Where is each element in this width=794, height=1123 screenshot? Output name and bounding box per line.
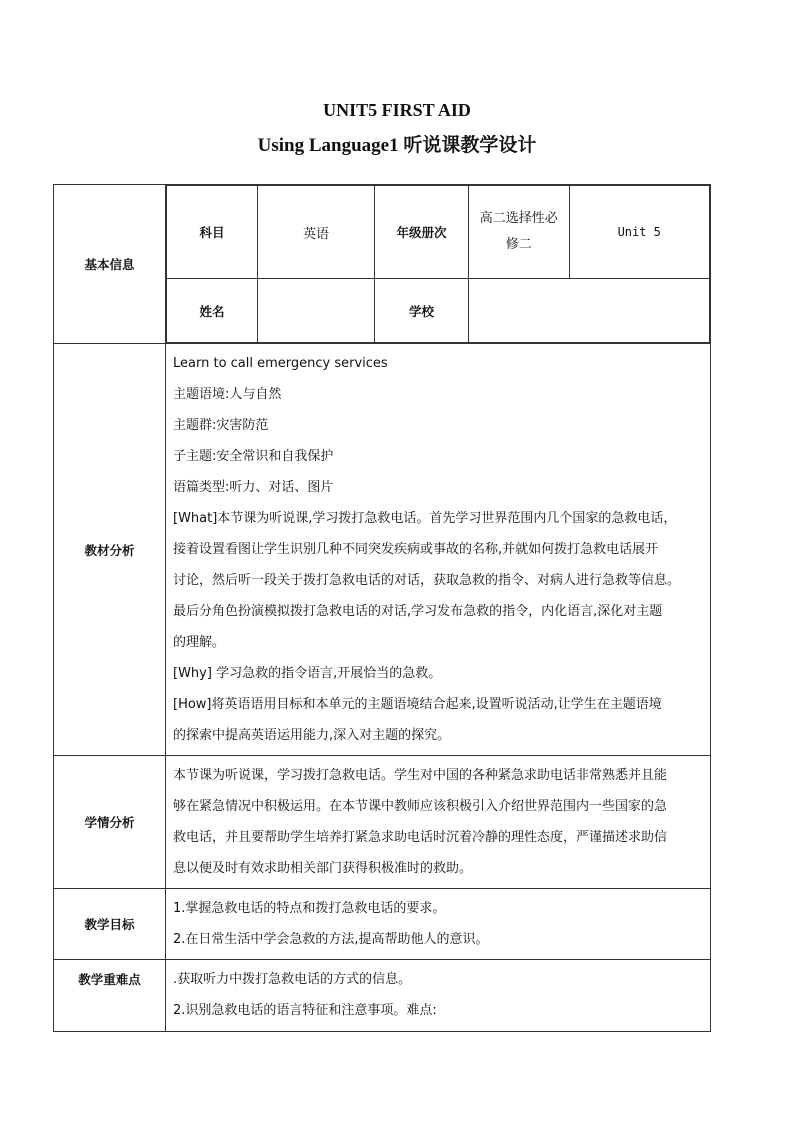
text-line: .获取听力中拨打急救电话的方式的信息。 xyxy=(173,972,412,987)
text-line: [How]将英语语用目标和本单元的主题语境结合起来,设置听说活动,让学生在主题语境 xyxy=(173,697,662,712)
document-title: UNIT5 FIRST AID xyxy=(323,100,471,120)
text-line: Learn to call emergency services xyxy=(173,356,388,371)
objectives-content xyxy=(166,889,711,960)
text-line: 1.掌握急救电话的特点和拨打急救电话的要求。 xyxy=(173,901,446,916)
grade-value-line1: 高二选择性必 xyxy=(479,211,558,226)
objectives-label: 教学目标 xyxy=(54,889,166,960)
text-line: [What]本节课为听说课,学习拨打急救电话。首先学习世界范围内几个国家的急救电话， xyxy=(173,511,677,526)
text-line: 的理解。 xyxy=(173,635,226,650)
text-line: 的探索中提高英语运用能力,深入对主题的探究。 xyxy=(173,728,451,743)
name-label: 姓名 xyxy=(167,279,258,343)
grade-value xyxy=(469,186,569,278)
text-line: 接着设置看图让学生识别几种不同突发疾病或事故的名称,并就如何拨打急救电话展开 xyxy=(173,542,659,557)
text-line: 子主题:安全常识和自我保护 xyxy=(173,449,334,464)
basic-info-grid xyxy=(166,185,710,343)
grade-label: 年级册次 xyxy=(375,186,469,279)
text-line: 2.在日常生活中学会急救的方法,提高帮助他人的意识。 xyxy=(173,932,489,947)
grade-unit-cell xyxy=(469,186,709,278)
text-line: 主题群:灾害防范 xyxy=(173,418,269,433)
key-points-label: 教学重难点 xyxy=(54,960,166,1032)
text-line: 够在紧急情况中积极运用。在本节课中教师应该积极引入介绍世界范围内一些国家的急 xyxy=(173,799,668,814)
text-line: 语篇类型:听力、对话、图片 xyxy=(173,480,334,495)
text-line: 救电话，并且要帮助学生培养打紧急求助电话时沉着冷静的理性态度，严谨描述求助信 xyxy=(173,830,668,845)
text-line: 息以便及时有效求助相关部门获得积极准时的救助。 xyxy=(173,861,473,876)
grade-value-line2: 修二 xyxy=(505,237,532,252)
student-analysis-content xyxy=(166,756,711,889)
unit-value: Unit 5 xyxy=(617,225,661,239)
document-subtitle: Using Language1 听说课教学设计 xyxy=(257,135,537,156)
text-line: 本节课为听说课，学习拨打急救电话。学生对中国的各种紧急求助电话非常熟悉并且能 xyxy=(173,768,668,783)
subject-value: 英语 xyxy=(258,186,375,279)
school-label: 学校 xyxy=(375,279,469,343)
text-line: [Why] 学习急救的指令语言,开展恰当的急救。 xyxy=(173,666,442,681)
school-value xyxy=(469,279,710,343)
basic-info-label: 基本信息 xyxy=(54,185,166,344)
key-points-content xyxy=(166,960,711,1032)
text-line: 2.识别急救电话的语言特征和注意事项。难点: xyxy=(173,1003,437,1018)
material-analysis-content xyxy=(166,344,711,756)
student-analysis-label: 学情分析 xyxy=(54,756,166,889)
text-line: 最后分角色扮演模拟拨打急救电话的对话,学习发布急救的指令，内化语言,深化对主题 xyxy=(173,604,663,619)
subject-label: 科目 xyxy=(167,186,258,279)
name-value xyxy=(258,279,375,343)
lesson-plan-table xyxy=(53,184,711,1032)
text-line: 讨论，然后听一段关于拨打急救电话的对话，获取急救的指令、对病人进行急救等信息。 xyxy=(173,573,681,588)
material-analysis-label: 教材分析 xyxy=(54,344,166,756)
text-line: 主题语境:人与自然 xyxy=(173,387,282,402)
